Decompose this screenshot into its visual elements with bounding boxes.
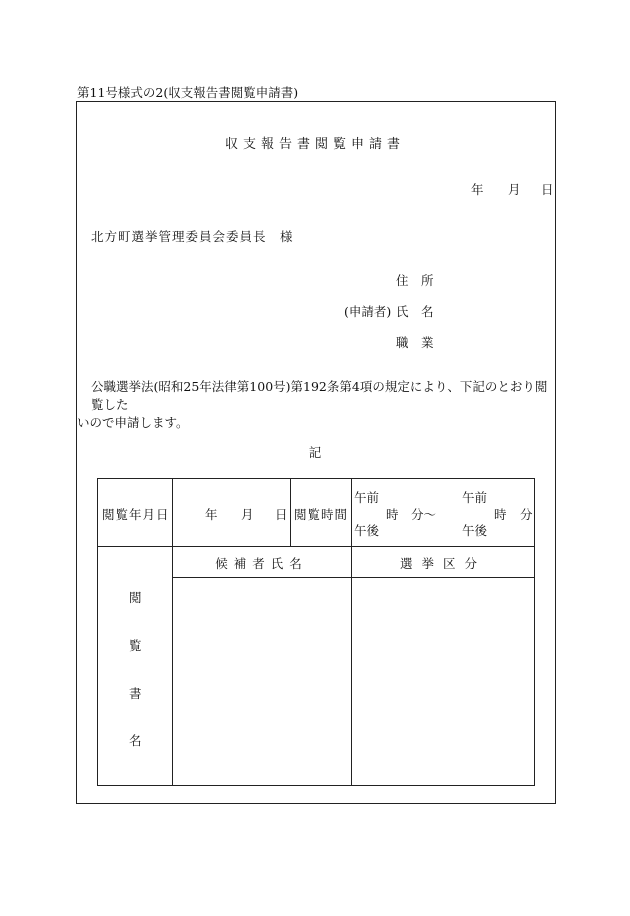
date-year-label: 年 (471, 182, 484, 197)
inspection-date-day: 日 (275, 507, 288, 522)
inspection-date-label: 閲覧年月日 (102, 507, 170, 522)
election-district-header: 選挙区分 (399, 556, 486, 571)
table-col-divider-2 (290, 478, 291, 546)
document-name-char-2: 覧 (129, 638, 142, 653)
body-text (77, 378, 551, 432)
end-pm-label: 午後 (462, 523, 488, 538)
applicant-address-label: 住 所 (396, 273, 434, 288)
form-title: 収支報告書閲覧申請書 (224, 137, 405, 152)
start-am-label: 午前 (354, 490, 380, 505)
body-text-line-2: いので申請します。 (77, 415, 189, 430)
table-col-divider-3 (351, 478, 352, 786)
end-minute-label: 分 (520, 507, 533, 522)
inspection-date-year: 年 (205, 507, 218, 522)
document-name-char-3: 書 (129, 686, 142, 701)
applicant-prefix: (申請者) (344, 304, 392, 319)
addressee: 北方町選挙管理委員会委員長 様 (91, 229, 294, 244)
end-am-label: 午前 (462, 490, 488, 505)
applicant-occupation-label: 職 業 (396, 335, 434, 350)
candidate-name-header: 候補者氏名 (215, 556, 308, 571)
record-mark: 記 (308, 445, 322, 460)
start-hour-label: 時 (386, 507, 399, 522)
date-day-label: 日 (541, 182, 554, 197)
inspection-date-month: 月 (241, 507, 254, 522)
table-col-divider-1 (172, 478, 173, 786)
form-number: 第11号様式の2(収支報告書閲覧申請書) (77, 85, 299, 100)
document-name-char-1: 閲 (129, 590, 142, 605)
inspection-time-label: 閲覧時間 (294, 507, 349, 522)
applicant-name-label: 氏 名 (396, 304, 434, 319)
end-hour-label: 時 (494, 507, 507, 522)
table-header-divider (172, 577, 535, 578)
start-pm-label: 午後 (354, 523, 380, 538)
document-name-char-4: 名 (129, 733, 142, 748)
body-text-line-1: 公職選挙法(昭和25年法律第100号)第192条第4項の規定により、下記のとおり閲覧した (91, 379, 548, 412)
date-month-label: 月 (508, 182, 521, 197)
table-row-divider (97, 546, 535, 547)
start-minute-to-label: 分〜 (411, 507, 437, 522)
